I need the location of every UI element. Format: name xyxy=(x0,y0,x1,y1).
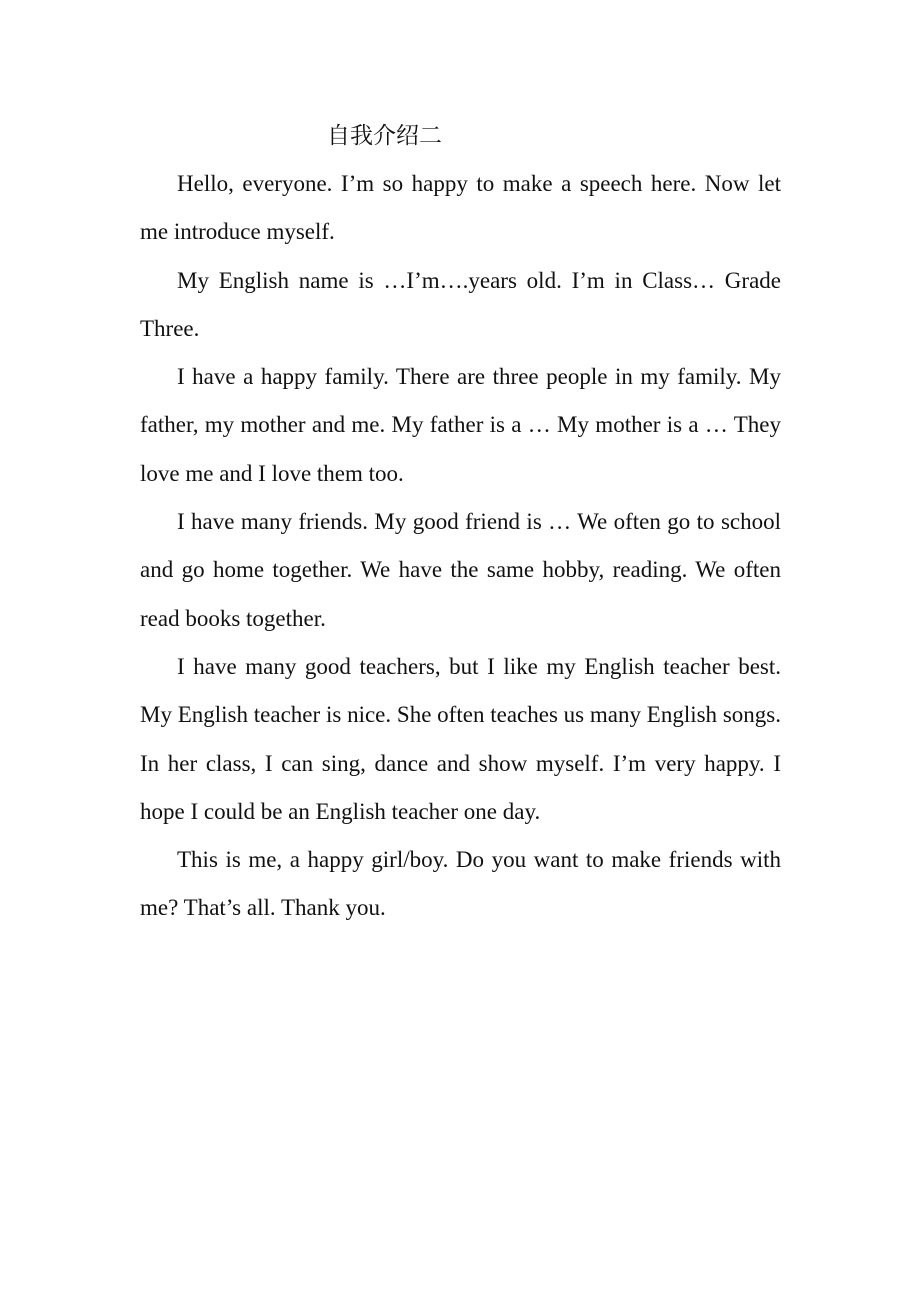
paragraph-family: I have a happy family. There are three people in my family. My father, my mother and me. My father is a … My mother is a … They love me and I love them too. xyxy=(140,364,781,486)
paragraph-name-age-class: My English name is …I’m….years old. I’m in Class… Grade Three. xyxy=(140,267,781,341)
paragraph-teachers: I have many good teachers, but I like my English teacher best. My English teacher is nice. She often teaches us many English songs. In her class, I can sing, dance and show myself. I’m very happy. I hope I could be an English teacher one day. xyxy=(140,653,781,824)
document-title: 自我介绍二 xyxy=(327,123,442,149)
paragraph-friends: I have many friends. My good friend is … We often go to school and go home together. We have the same hobby, reading. We often read books together. xyxy=(140,509,781,631)
document-body xyxy=(140,160,781,933)
paragraph-greeting: Hello, everyone. I’m so happy to make a speech here. Now let me introduce myself. xyxy=(140,171,781,245)
paragraph-closing: This is me, a happy girl/boy. Do you want to make friends with me? That’s all. Thank you. xyxy=(140,847,781,921)
